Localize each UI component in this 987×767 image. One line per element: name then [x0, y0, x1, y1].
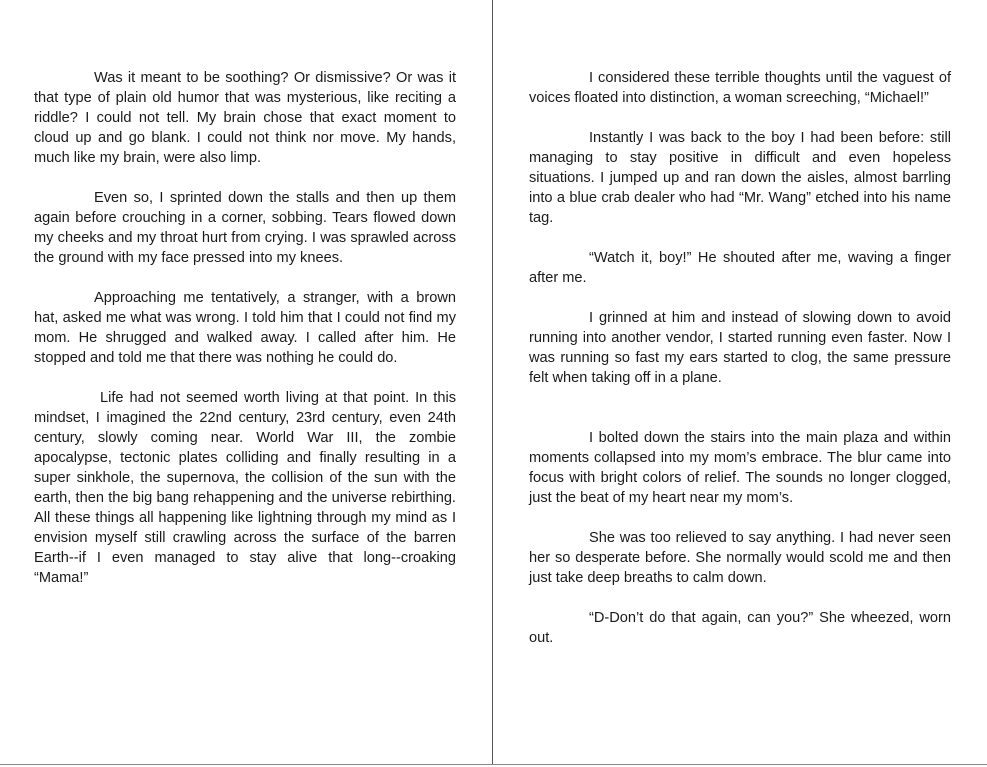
paragraph: She was too relieved to say anything. I had never seen her so desperate before. She normally would scold me and then just take deep breaths to calm down.: [529, 530, 951, 586]
paragraph: Approaching me tentatively, a stranger, with a brown hat, asked me what was wrong. I told him that I could not find my mom. He shrugged and walked away. I called after him. He stopped and told me that there was nothing he could do.: [34, 290, 456, 366]
paragraph: Was it meant to be soothing? Or dismissive? Or was it that type of plain old humor that was mysterious, like reciting a riddle? I could not tell. My brain chose that exact moment to cloud up and go blank. I could not think nor move. My hands, much like my brain, were also limp.: [34, 70, 456, 166]
left-page-text-column: [34, 68, 456, 608]
right-page-text-column: [529, 68, 951, 668]
paragraph: Even so, I sprinted down the stalls and then up them again before crouching in a corner, sobbing. Tears flowed down my cheeks and my throat hurt from crying. I was sprawled across the ground with my face pressed into my knees.: [34, 190, 456, 266]
paragraph: Instantly I was back to the boy I had been before: still managing to stay positive in difficult and even hopeless situations. I jumped up and ran down the aisles, almost barrling into a blue crab dealer who had “Mr. Wang” etched into his name tag.: [529, 130, 951, 226]
page-divider: [492, 0, 493, 764]
paragraph: I bolted down the stairs into the main plaza and within moments collapsed into my mom’s embrace. The blur came into focus with bright colors of relief. The sounds no longer clogged, just the beat of my heart near my mom’s.: [529, 430, 951, 506]
paragraph: Life had not seemed worth living at that point. In this mindset, I imagined the 22nd century, 23rd century, even 24th century, slowly coming near. World War III, the zombie apocalypse, tectonic plates colliding and finally resulting in a super sinkhole, the supernova, the collision of the sun with the earth, then the big bang rehappening and the universe rebirthing. All these things all happening like lightning through my mind as I envision myself still crawling across the surface of the barren Earth--if I even managed to stay alive that long--croaking “Mama!”: [34, 390, 456, 586]
page-bottom-edge: [0, 764, 987, 765]
right-page: [494, 0, 987, 764]
paragraph: I considered these terrible thoughts until the vaguest of voices floated into distinction, a woman screeching, “Michael!”: [529, 70, 951, 106]
paragraph: “D-Don’t do that again, can you?” She wheezed, worn out.: [529, 610, 951, 646]
paragraph: “Watch it, boy!” He shouted after me, waving a finger after me.: [529, 250, 951, 286]
paragraph: I grinned at him and instead of slowing down to avoid running into another vendor, I started running even faster. Now I was running so fast my ears started to clog, the same pressure felt when taking off in a plane.: [529, 310, 951, 386]
left-page: [0, 0, 492, 764]
